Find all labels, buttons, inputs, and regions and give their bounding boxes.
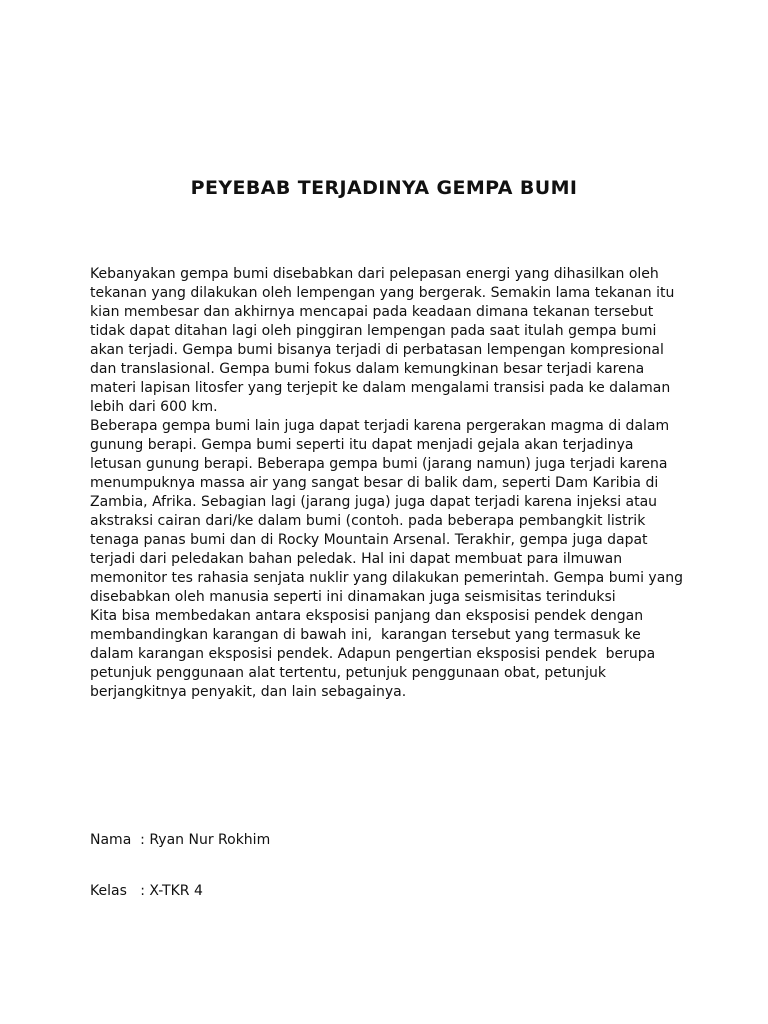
body-line: terjadi dari peledakan bahan peledak. Hal ini dapat membuat para ilmuwan	[90, 551, 623, 567]
body-line: Kita bisa membedakan antara eksposisi panjang dan eksposisi pendek dengan	[90, 608, 644, 624]
body-line: akstraksi cairan dari/ke dalam bumi (contoh. pada beberapa pembangkit listrik	[90, 513, 646, 529]
body-line: petunjuk penggunaan alat tertentu, petunjuk penggunaan obat, petunjuk	[90, 665, 606, 681]
body-line: lebih dari 600 km.	[90, 399, 218, 415]
author-class: Kelas : X-TKR 4	[90, 883, 203, 899]
body-line: gunung berapi. Gempa bumi seperti itu dapat menjadi gejala akan terjadinya	[90, 437, 634, 453]
body-line: kian membesar dan akhirnya mencapai pada keadaan dimana tekanan tersebut	[90, 304, 654, 320]
body-line: disebabkan oleh manusia seperti ini dinamakan juga seismisitas terinduksi	[90, 589, 616, 605]
document-body	[90, 265, 690, 702]
body-line: akan terjadi. Gempa bumi bisanya terjadi di perbatasan lempengan kompresional	[90, 342, 664, 358]
body-line: tidak dapat ditahan lagi oleh pinggiran lempengan pada saat itulah gempa bumi	[90, 323, 657, 339]
body-line: tenaga panas bumi dan di Rocky Mountain Arsenal. Terakhir, gempa juga dapat	[90, 532, 648, 548]
author-name: Nama : Ryan Nur Rokhim	[90, 832, 271, 848]
body-line: membandingkan karangan di bawah ini, karangan tersebut yang termasuk ke	[90, 627, 641, 643]
body-line: Zambia, Afrika. Sebagian lagi (jarang juga) juga dapat terjadi karena injeksi atau	[90, 494, 658, 510]
body-line: Kebanyakan gempa bumi disebabkan dari pelepasan energi yang dihasilkan oleh	[90, 266, 659, 282]
body-line: dan translasional. Gempa bumi fokus dalam kemungkinan besar terjadi karena	[90, 361, 645, 377]
body-line: Beberapa gempa bumi lain juga dapat terjadi karena pergerakan magma di dalam	[90, 418, 670, 434]
body-line: menumpuknya massa air yang sangat besar di balik dam, seperti Dam Karibia di	[90, 475, 659, 491]
document-title: PEYEBAB TERJADINYA GEMPA BUMI	[190, 177, 578, 199]
body-line: memonitor tes rahasia senjata nuklir yang dilakukan pemerintah. Gempa bumi yang	[90, 570, 684, 586]
body-line: materi lapisan litosfer yang terjepit ke dalam mengalami transisi pada ke dalaman	[90, 380, 671, 396]
body-line: berjangkitnya penyakit, dan lain sebagainya.	[90, 684, 407, 700]
body-line: letusan gunung berapi. Beberapa gempa bumi (jarang namun) juga terjadi karena	[90, 456, 668, 472]
body-line: dalam karangan eksposisi pendek. Adapun pengertian eksposisi pendek berupa	[90, 646, 656, 662]
body-line: tekanan yang dilakukan oleh lempengan yang bergerak. Semakin lama tekanan itu	[90, 285, 675, 301]
